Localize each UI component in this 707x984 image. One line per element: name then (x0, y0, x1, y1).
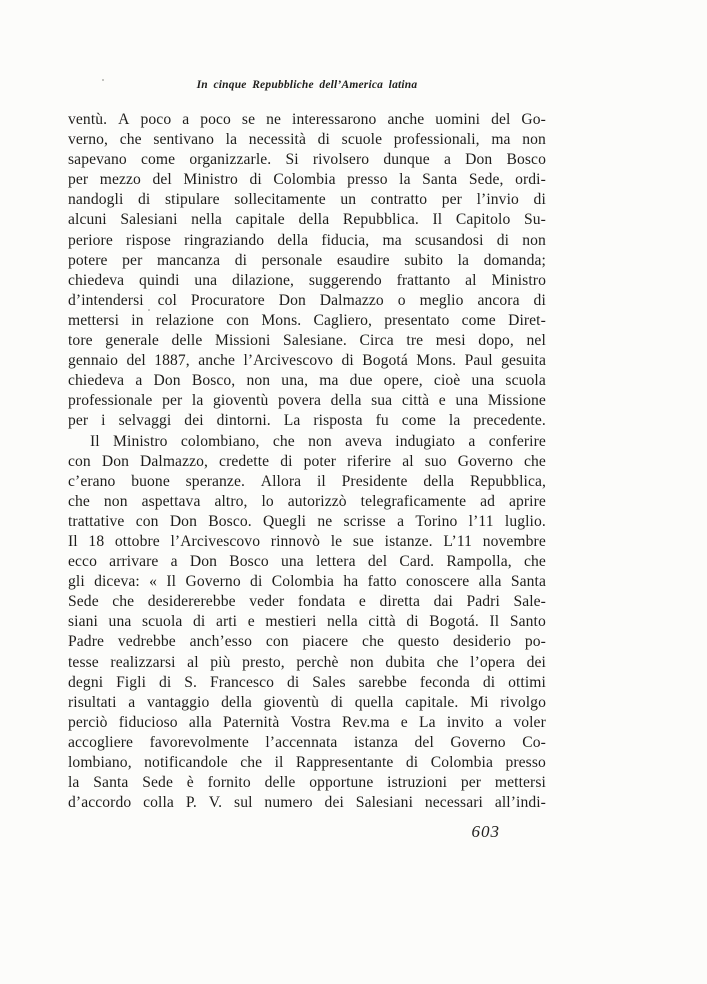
text-line: potere per mancanza di personale esaudire subito la domanda; (68, 251, 546, 269)
text-line: c’erano buone speranze. Allora il Presidente della Repubblica, (68, 472, 546, 490)
text-line: che non aspettava altro, lo autorizzò telegraficamente ad aprire (68, 492, 546, 510)
text-line: Il 18 ottobre l’Arcivescovo rinnovò le sue istanze. L’11 novembre (68, 532, 546, 550)
text-line: professionale per la gioventù povera della sua città e una Missione (68, 392, 546, 410)
text-block (68, 111, 546, 814)
paragraph (68, 433, 546, 815)
text-line: ventù. A poco a poco se ne interessarono anche uomini del Go- (68, 111, 546, 128)
text-line: chiedeva quindi una dilazione, suggerendo frattanto al Ministro (68, 271, 546, 289)
text-line: Sede che desidererebbe veder fondata e diretta dai Padri Sale- (68, 593, 546, 611)
text-line: Il Ministro colombiano, che non aveva indugiato a conferire (90, 432, 546, 450)
text-line: periore rispose ringraziando della fiducia, ma scusandosi di non (68, 231, 546, 249)
text-line: tesse realizzarsi al più presto, perchè non dubita che l’opera dei (68, 653, 546, 671)
page-number: 603 (471, 822, 500, 841)
text-line: lombiano, notificandole che il Rappresentante di Colombia presso (68, 754, 546, 771)
text-line: gennaio del 1887, anche l’Arcivescovo di Bogotá Mons. Paul gesuita (68, 352, 546, 370)
text-line: sapevano come organizzarle. Si rivolsero dunque a Don Bosco (68, 151, 546, 169)
text-line: trattative con Don Bosco. Quegli ne scrisse a Torino l’11 luglio. (68, 512, 546, 530)
running-header: In cinque Repubbliche dell’America latina (196, 79, 418, 91)
text-line: perciò fiducioso alla Paternità Vostra Rev.ma e La invito a voler (68, 713, 546, 731)
text-line: gli diceva: « Il Governo di Colombia ha fatto conoscere alla Santa (68, 573, 546, 591)
text-line: risultati a vantaggio della gioventù di quella capitale. Mi rivolgo (68, 693, 546, 711)
text-line: la Santa Sede è fornito delle opportune istruzioni per mettersi (68, 774, 546, 792)
text-line: per i selvaggi dei dintorni. La risposta fu come la precedente. (68, 412, 546, 430)
text-line: chiedeva a Don Bosco, non una, ma due opere, cioè una scuola (68, 372, 546, 390)
text-line: d’intendersi col Procuratore Don Dalmazzo o meglio ancora di (68, 291, 546, 309)
text-line: siani una scuola di arti e mestieri nella città di Bogotá. Il Santo (68, 613, 546, 631)
text-line: nandogli di stipulare sollecitamente un contratto per l’invio di (68, 191, 546, 209)
text-line: Padre vedrebbe anch’esso con piacere che questo desiderio po- (68, 633, 546, 651)
text-line: ecco arrivare a Don Bosco una lettera del Card. Rampolla, che (68, 553, 546, 571)
text-line: per mezzo del Ministro di Colombia presso la Santa Sede, ordi- (68, 171, 546, 189)
text-line: degni Figli di S. Francesco di Sales sarebbe feconda di ottimi (68, 673, 546, 691)
text-line: accogliere favorevolmente l’accennata istanza del Governo Co- (68, 733, 546, 751)
text-line: mettersi in relazione con Mons. Cagliero, presentato come Diret- (68, 311, 546, 329)
paragraph (68, 111, 546, 433)
text-line: alcuni Salesiani nella capitale della Repubblica. Il Capitolo Su- (68, 211, 546, 229)
text-line: verno, che sentivano la necessità di scuole professionali, ma non (68, 131, 546, 149)
text-line: con Don Dalmazzo, credette di poter riferire al suo Governo che (68, 452, 546, 470)
text-line: tore generale delle Missioni Salesiane. Circa tre mesi dopo, nel (68, 332, 546, 350)
text-line: d’accordo colla P. V. sul numero dei Salesiani necessari all’indi- (68, 794, 546, 812)
